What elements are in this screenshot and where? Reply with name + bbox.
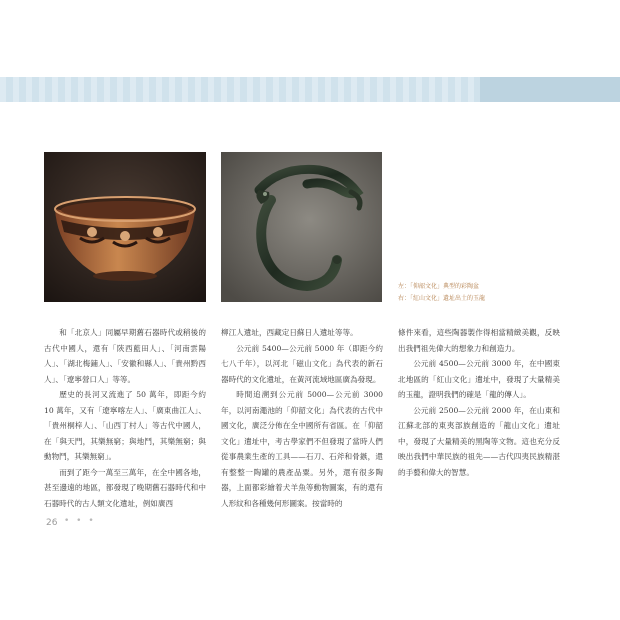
paragraph: 和「北京人」同屬早期舊石器時代或稍後的古代中國人，還有「陝西藍田人」、「河南雲陽人」、「湖北梅鋪人」、「安徽和縣人」、「貴州黔西人」、「遼寧營口人」等等。	[44, 328, 206, 384]
jade-dragon-photo	[221, 152, 382, 302]
paragraph: 而到了距今一萬至三萬年，在全中國各地，甚至邊遠的地區，都發現了晚期舊石器時代和中石器時代的古人類文化遺址，例如廣西	[44, 467, 206, 508]
paragraph: 公元前 5400—公元前 5000 年（即距今約七八千年），以河北「磁山文化」為代表的新石器時代的文化遺址，在黃河流域地區廣為發現。	[221, 343, 383, 384]
paragraph: 歷史的長河又流進了 50 萬年，即距今約 10 萬年，又有「遼寧喀左人」、「廣東曲江人」、「貴州桐梓人」、「山西丁村人」等古代中國人，在「與天門，其樂無窮；與地鬥，其樂無窮；與動物鬥，其樂無窮」。	[44, 390, 206, 461]
painted-pottery-basin-image	[44, 152, 206, 302]
jade-dragon-image	[221, 152, 382, 302]
running-header-band	[0, 77, 620, 102]
text-column-1	[44, 325, 206, 511]
paragraph: 時間追溯到公元前 5000—公元前 3000 年，以河南澠池的「仰韶文化」為代表的古代中國文化，廣泛分佈在全中國所有省區。在「仰韶文化」遺址中，考古學家們不但發現了當時人們從事農業生產的工具——石刀、石斧和骨鏃，還有整整一陶罐的農產品粟。另外，還有很多陶器，上面都彩繪着犬羊魚等動物圖案，有的還有人形紋和各種幾何形圖案。按當時的	[221, 390, 383, 508]
paragraph: 公元前 2500—公元前 2000 年，在山東和江蘇北部的東夷部族創造的「龍山文化」遺址中，發現了大量精美的黑陶等文物。這也充分反映出我們中華民族的祖先——古代四夷民族精湛的手藝和偉大的智慧。	[398, 405, 560, 477]
painted-pottery-basin-photo	[44, 152, 206, 302]
running-header-title-box	[480, 77, 620, 102]
page-number-ornament: • • •	[64, 516, 96, 526]
page-number: 26	[46, 518, 58, 528]
paragraph: 條件來看，這些陶器製作得相當精緻美觀，反映出我們祖先偉大的想象力和創造力。	[398, 328, 560, 353]
paragraph: 柳江人遺址，西藏定日蘇日人遺址等等。	[221, 328, 358, 337]
caption-right: 右：「紅山文化」遺址出土的玉龍	[398, 295, 486, 302]
text-column-3	[398, 325, 560, 480]
text-column-2	[221, 325, 383, 511]
caption-left: 左：「仰韶文化」典型的彩陶盆	[398, 283, 480, 290]
paragraph: 公元前 4500—公元前 3000 年，在中國東北地區的「紅山文化」遺址中，發現了大量精美的玉龍，證明我們的確是「龍的傳人」。	[398, 359, 560, 399]
figure-captions	[398, 281, 485, 305]
